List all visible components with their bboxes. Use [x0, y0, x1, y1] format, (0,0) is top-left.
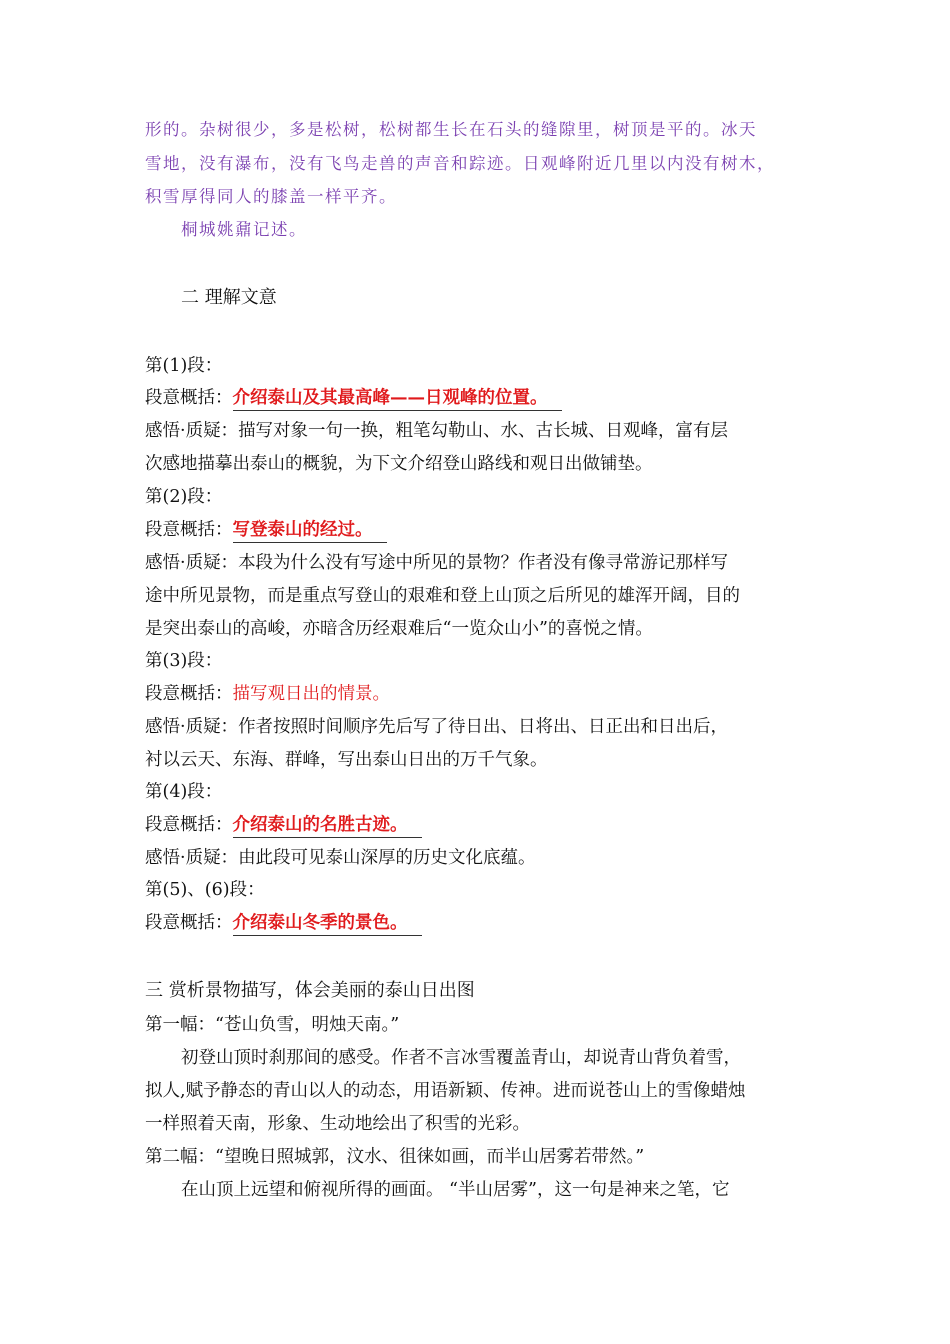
insight-label: 感悟·质疑：: [145, 848, 239, 868]
section-3-heading: 三 赏析景物描写，体会美丽的泰山日出图: [145, 980, 475, 1001]
para-2-title: 第(2)段：: [145, 487, 223, 507]
para-1-insight-line-1: 描写对象一句一换，粗笔勾勒山、水、古长城、日观峰，富有层: [238, 421, 729, 441]
picture-2-line-1: 在山顶上远望和俯视所得的画面。 “半山居雾”，这一句是神来之笔，它: [181, 1180, 730, 1200]
para-3-summary: 描写观日出的情景。: [232, 684, 390, 704]
summary-label: 段意概括：: [145, 913, 233, 933]
picture-1-title: 第一幅：“苍山负雪，明烛天南。”: [145, 1015, 400, 1035]
para-2-insight-line-3: 是突出泰山的高峻，亦暗含历经艰难后“一览众山小”的喜悦之情。: [145, 619, 653, 639]
para-2-summary-row: [145, 516, 387, 543]
translation-line-3: 积雪厚得同人的膝盖一样平齐。: [145, 187, 397, 206]
picture-2-title: 第二幅：“望晚日照城郭，汶水、徂徕如画，而半山居雾若带然。”: [145, 1147, 645, 1167]
para-5-6-summary: 介绍泰山冬季的景色。: [233, 913, 422, 936]
para-4-title: 第(4)段：: [145, 782, 223, 802]
para-2-insight-line-1: 本段为什么没有写途中所见的景物？作者没有像寻常游记那样写: [238, 553, 729, 573]
para-2-insight-row: [145, 549, 728, 574]
para-4-insight-line-1: 由此段可见泰山深厚的历史文化底蕴。: [238, 848, 536, 868]
para-5-6-summary-row: [145, 909, 422, 936]
para-1-insight-line-2: 次感地描摹出泰山的概貌，为下文介绍登山路线和观日出做铺垫。: [145, 454, 653, 474]
para-3-title: 第(3)段：: [145, 651, 223, 671]
summary-label: 段意概括：: [145, 520, 233, 540]
insight-label: 感悟·质疑：: [145, 421, 239, 441]
picture-1-line-3: 一样照着天南，形象、生动地绘出了积雪的光彩。: [145, 1114, 530, 1134]
para-3-insight-line-1: 作者按照时间顺序先后写了待日出、日将出、日正出和日出后，: [238, 717, 729, 737]
para-1-summary: 介绍泰山及其最高峰——日观峰的位置。: [233, 388, 562, 411]
insight-label: 感悟·质疑：: [145, 553, 239, 573]
para-1-title: 第(1)段：: [145, 356, 223, 376]
picture-1-line-1: 初登山顶时刹那间的感受。作者不言冰雪覆盖青山，却说青山背负着雪，: [181, 1048, 741, 1068]
para-4-insight-row: [145, 844, 536, 869]
para-2-insight-line-2: 途中所见景物，而是重点写登山的艰难和登上山顶之后所见的雄浑开阔，目的: [145, 586, 740, 606]
summary-label: 段意概括：: [145, 684, 233, 704]
para-4-summary: 介绍泰山的名胜古迹。: [233, 815, 422, 838]
para-4-summary-row: [145, 811, 422, 838]
para-2-summary: 写登泰山的经过。: [233, 520, 387, 543]
summary-label: 段意概括：: [145, 388, 233, 408]
para-1-summary-row: [145, 384, 562, 411]
picture-1-line-2: 拟人,赋予静态的青山以人的动态，用语新颖、传神。进而说苍山上的雪像蜡烛: [145, 1081, 746, 1101]
para-3-insight-row: [145, 713, 728, 738]
insight-label: 感悟·质疑：: [145, 717, 239, 737]
translation-line-4: 桐城姚鼐记述。: [181, 220, 307, 239]
para-5-6-title: 第(5)、(6)段：: [145, 880, 265, 900]
translation-line-1: 形的。杂树很少，多是松树，松树都生长在石头的缝隙里，树顶是平的。冰天: [145, 120, 757, 139]
section-2-heading: 二 理解文意: [181, 287, 277, 308]
summary-label: 段意概括：: [145, 815, 233, 835]
translation-line-2: 雪地，没有瀑布，没有飞鸟走兽的声音和踪迹。日观峰附近几里以内没有树木，: [145, 154, 775, 173]
para-1-insight-row: [145, 417, 728, 442]
para-3-summary-row: [145, 680, 390, 705]
para-3-insight-line-2: 衬以云天、东海、群峰，写出泰山日出的万千气象。: [145, 750, 548, 770]
